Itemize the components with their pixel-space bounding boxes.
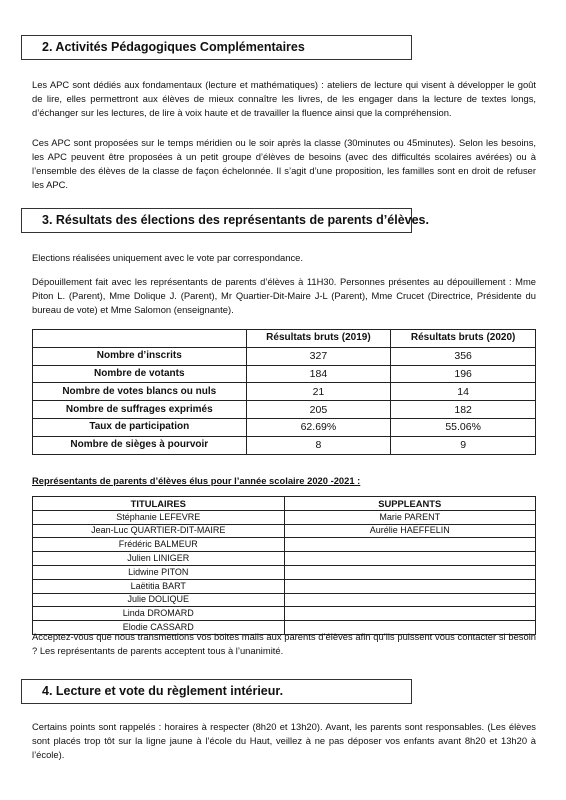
value-2019: 62.69% bbox=[246, 418, 391, 436]
table-header-cell bbox=[33, 330, 247, 348]
suppleant-name bbox=[284, 552, 536, 566]
value-2019: 327 bbox=[246, 347, 391, 365]
row-label: Nombre de votes blancs ou nuls bbox=[33, 383, 247, 401]
value-2020: 55.06% bbox=[391, 418, 536, 436]
titulaire-name: Lidwine PITON bbox=[33, 565, 285, 579]
section-2-paragraph-2: Ces APC sont proposées sur le temps méridien ou le soir après la classe (30minutes ou 45minutes). Selon les besoins, les APC peuvent être proposées à un petit groupe d’élèves de besoins (avec des difficultés scolaires avérées) ou à l’ensemble des élèves de la classe de façon échelonnée. Il s’agit d’une proposition, les familles sont en droit de refuser les APC. bbox=[32, 137, 536, 190]
section-3-paragraph-1: Elections réalisées uniquement avec le vote par correspondance. bbox=[32, 252, 303, 263]
value-2020: 196 bbox=[391, 365, 536, 383]
row-label: Nombre de sièges à pourvoir bbox=[33, 436, 247, 454]
table-row bbox=[33, 383, 536, 401]
row-label: Nombre de votants bbox=[33, 365, 247, 383]
table-row bbox=[33, 552, 536, 566]
suppleant-name bbox=[284, 607, 536, 621]
value-2019: 184 bbox=[246, 365, 391, 383]
titulaire-name: Julien LINIGER bbox=[33, 552, 285, 566]
titulaire-name: Elodie CASSARD bbox=[33, 621, 285, 635]
row-label: Nombre de suffrages exprimés bbox=[33, 401, 247, 419]
suppleants-header: SUPPLEANTS bbox=[284, 497, 536, 511]
section-3-title: 3. Résultats des élections des représentants de parents d’élèves. bbox=[21, 208, 412, 233]
titulaire-name: Jean-Luc QUARTIER-DIT-MAIRE bbox=[33, 524, 285, 538]
table-header-row bbox=[33, 330, 536, 348]
titulaire-name: Laëtitia BART bbox=[33, 579, 285, 593]
titulaires-header: TITULAIRES bbox=[33, 497, 285, 511]
section-2-title: 2. Activités Pédagogiques Complémentaires bbox=[21, 35, 412, 60]
table-row bbox=[33, 538, 536, 552]
suppleant-name bbox=[284, 565, 536, 579]
table-row bbox=[33, 365, 536, 383]
suppleant-name: Marie PARENT bbox=[284, 510, 536, 524]
table-row bbox=[33, 593, 536, 607]
table-header-row bbox=[33, 497, 536, 511]
titulaire-name: Julie DOLIQUE bbox=[33, 593, 285, 607]
table-header-cell: Résultats bruts (2020) bbox=[391, 330, 536, 348]
suppleant-name: Aurélie HAEFFELIN bbox=[284, 524, 536, 538]
titulaire-name: Frédéric BALMEUR bbox=[33, 538, 285, 552]
table-row bbox=[33, 607, 536, 621]
value-2020: 356 bbox=[391, 347, 536, 365]
table-row bbox=[33, 347, 536, 365]
value-2020: 182 bbox=[391, 401, 536, 419]
section-4-paragraph-1: Certains points sont rappelés : horaires à respecter (8h20 et 13h20). Avant, les parents sont responsables. (Les élèves sont placés trop tôt sur la ligne jaune à l’école du Haut, veillez à ne pas déposer vos enfants avant 8h20 et 13h20 à l’école). bbox=[32, 721, 536, 760]
value-2019: 8 bbox=[246, 436, 391, 454]
table-row bbox=[33, 510, 536, 524]
section-2-paragraph-1: Les APC sont dédiés aux fondamentaux (lecture et mathématiques) : ateliers de lecture qui visent à développer le goût de lire, elles permettront aux élèves de mieux connaître les livres, de les engager dans la lecture de textes longs, d’échanger sur les lectures, de lire à voix haute et de travailler la fluence ainsi que la compréhension. bbox=[32, 79, 536, 118]
table-row bbox=[33, 401, 536, 419]
table-row bbox=[33, 565, 536, 579]
suppleant-name bbox=[284, 538, 536, 552]
representatives-table bbox=[32, 496, 536, 635]
value-2019: 205 bbox=[246, 401, 391, 419]
section-4-title: 4. Lecture et vote du règlement intérieur. bbox=[21, 679, 412, 704]
row-label: Taux de participation bbox=[33, 418, 247, 436]
section-3-paragraph-3: Acceptez-vous que nous transmettions vos boites mails aux parents d’élèves afin qu’ils puissent vous contacter si besoin ? Les représentants de parents acceptent tous à l’unanimité. bbox=[32, 631, 536, 656]
row-label: Nombre d’inscrits bbox=[33, 347, 247, 365]
value-2020: 14 bbox=[391, 383, 536, 401]
table-header-cell: Résultats bruts (2019) bbox=[246, 330, 391, 348]
table-row bbox=[33, 524, 536, 538]
election-results-table bbox=[32, 329, 536, 455]
value-2020: 9 bbox=[391, 436, 536, 454]
titulaire-name: Stéphanie LEFEVRE bbox=[33, 510, 285, 524]
table-row bbox=[33, 418, 536, 436]
suppleant-name bbox=[284, 593, 536, 607]
suppleant-name bbox=[284, 579, 536, 593]
representatives-title: Représentants de parents d’élèves élus pour l’année scolaire 2020 -2021 : bbox=[32, 475, 361, 486]
table-row bbox=[33, 436, 536, 454]
table-row bbox=[33, 579, 536, 593]
section-3-paragraph-2: Dépouillement fait avec les représentants de parents d’élèves à 11H30. Personnes présentes au dépouillement : Mme Piton L. (Parent), Mme Dolique J. (Parent), Mr Quartier-Dit-Maire J-L (Parent), Mme Crucet (Directrice, Présidente du bureau de vote) et Mme Salomon (enseignante). bbox=[32, 276, 536, 315]
titulaire-name: Linda DROMARD bbox=[33, 607, 285, 621]
value-2019: 21 bbox=[246, 383, 391, 401]
